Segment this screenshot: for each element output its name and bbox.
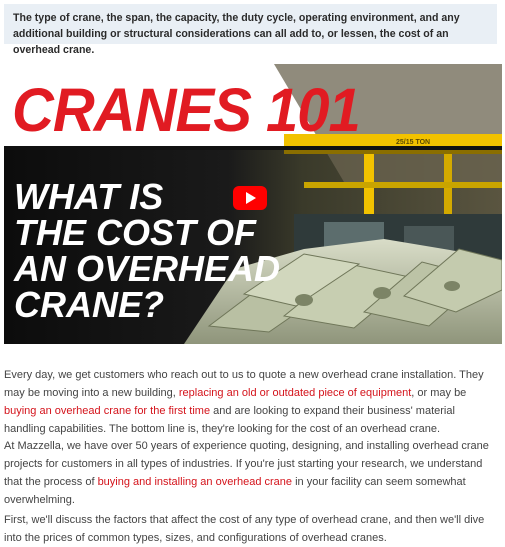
p1-text-3: and are looking to expand their business' material handling capabilities. The bottom line is, they're looking for the cost of an overhead crane.: [4, 405, 455, 435]
p1-text-2: , or may be: [411, 387, 467, 399]
p2-text-1: At Mazzella, we have over 50 years of experience quoting, designing, and installing overhead crane projects for customers in all types of industries. If you're just starting your research, we understand that the process of: [4, 440, 489, 488]
subtitle-line-3: AN OVERHEAD: [14, 248, 281, 289]
p2-text-2: in your facility can seem somewhat overwhelming.: [4, 476, 466, 506]
subtitle-line-4: CRANE?: [14, 284, 164, 325]
article-paragraph-3: [4, 511, 498, 547]
article-paragraph-2: [4, 437, 498, 509]
intro-callout: [4, 4, 497, 56]
youtube-play-glyph: [233, 186, 267, 210]
subtitle-line-1: WHAT IS: [14, 176, 164, 217]
youtube-play-icon[interactable]: [233, 186, 267, 210]
link-buying-installing-crane[interactable]: buying and installing an overhead crane: [97, 476, 293, 488]
p3-text-1: First, we'll discuss the factors that affect the cost of any type of overhead crane, and then we'll dive into the prices of common types, sizes, and configurations of overhead cranes.: [4, 514, 485, 544]
video-thumbnail[interactable]: [4, 64, 502, 344]
p1-text-1: Every day, we get customers who reach out to us to quote a new overhead crane installation. They may be moving into a new building,: [4, 369, 484, 399]
link-buying-first-time[interactable]: buying an overhead crane for the first time: [4, 405, 211, 417]
crane-capacity-label: 25/15 TON: [396, 139, 431, 146]
thumbnail-headline: CRANES 101: [12, 76, 360, 145]
callout-text: The type of crane, the span, the capacity, the duty cycle, operating environment, and any additional building or structural considerations can all add to, or lessen, the cost of an overhead crane.: [13, 12, 460, 56]
subtitle-line-2: THE COST OF: [14, 212, 256, 253]
article-paragraph-1: [4, 366, 498, 438]
link-replacing-equipment[interactable]: replacing an old or outdated piece of equipment: [178, 387, 412, 399]
